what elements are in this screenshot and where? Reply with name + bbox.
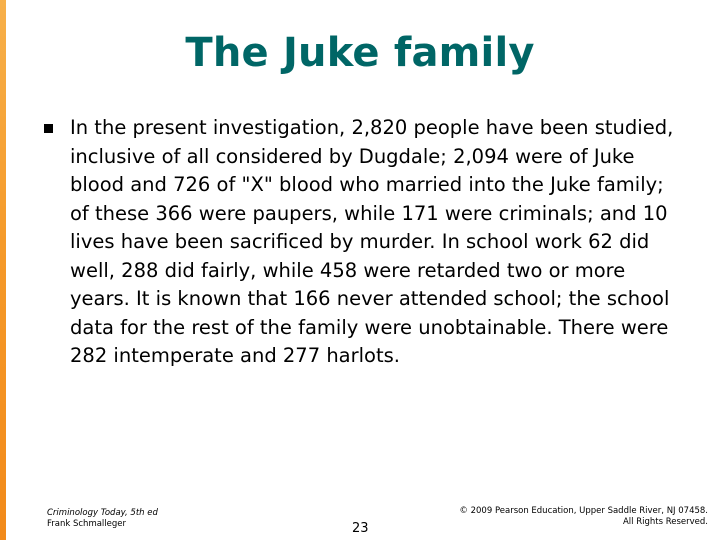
slide-title: The Juke family [185, 30, 535, 76]
slide-body-text: In the present investigation, 2,820 people have been studied, inclusive of all considered by Dugdale; 2,094 were of Juke blood and 726 of "X" blood who married into the Juke family; of these 366 were paupers, while 171 were criminals; and 10 lives have been sacrificed by murder. In school work 62 did well, 288 did fairly, while 458 were retarded two or more years. It is known that 166 never attended school; the school data for the rest of the family were unobtainable. There were 282 intemperate and 277 harlots. [70, 116, 674, 367]
footer-author: Frank Schmalleger [47, 519, 127, 529]
footer-book-title: Criminology Today, 5th ed [47, 508, 158, 518]
page-number: 23 [352, 521, 369, 536]
footer-copyright-line2: All Rights Reserved. [622, 517, 708, 527]
left-accent-bar [0, 0, 6, 540]
square-bullet-icon [44, 124, 53, 133]
footer-copyright [408, 506, 708, 528]
footer-source [47, 508, 158, 530]
footer-copyright-line1: © 2009 Pearson Education, Upper Saddle River, NJ 07458. [459, 506, 708, 516]
